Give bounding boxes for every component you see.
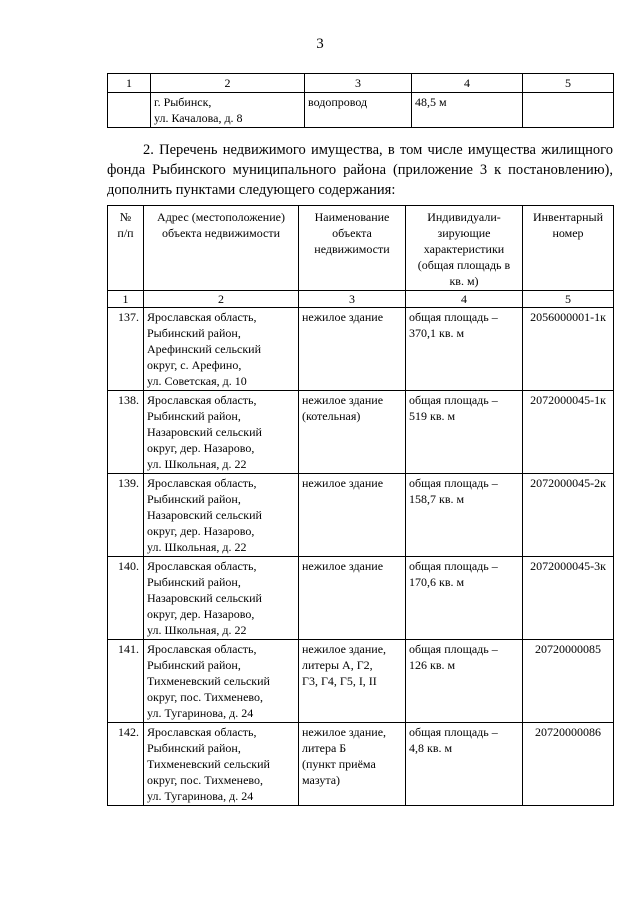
characteristics-cell — [406, 391, 523, 474]
object-name-cell-line: нежилое здание — [302, 559, 384, 573]
column-index: 4 — [406, 291, 523, 308]
address-cell-line: ул. Качалова, д. 8 — [154, 111, 243, 125]
table-row — [108, 308, 614, 391]
header-address-line: объекта недвижимости — [161, 226, 281, 240]
address-cell-line: ул. Школьная, д. 22 — [147, 623, 247, 637]
table-row — [108, 557, 614, 640]
address-cell-line: Рыбинский район, — [147, 658, 241, 672]
address-cell-line: округ, дер. Назарово, — [147, 441, 255, 455]
header-num-line: № — [119, 210, 132, 224]
address-cell-line: Рыбинский район, — [147, 409, 241, 423]
table-row — [108, 640, 614, 723]
inventory-number-cell: 20720000086 — [523, 723, 614, 806]
address-cell-line: ул. Школьная, д. 22 — [147, 540, 247, 554]
address-cell — [144, 640, 299, 723]
object-name-cell-line: нежилое здание, — [302, 725, 387, 739]
inventory-number-cell — [523, 93, 614, 128]
object-name-cell — [305, 93, 412, 128]
table-row — [108, 391, 614, 474]
address-cell-line: г. Рыбинск, — [154, 95, 212, 109]
property-table — [107, 205, 614, 806]
header-name-line: недвижимости — [314, 242, 390, 256]
characteristics-cell — [406, 557, 523, 640]
column-index: 2 — [151, 74, 305, 93]
object-name-cell-line: (котельная) — [302, 409, 361, 423]
address-cell — [144, 391, 299, 474]
header-row — [108, 206, 614, 291]
object-name-cell-line: мазута) — [302, 773, 341, 787]
header-name-line: Наименование — [314, 210, 390, 224]
address-cell-line: Ярославская область, — [147, 476, 257, 490]
characteristics-cell-line: 519 кв. м — [409, 409, 456, 423]
address-cell-line: ул. Тугаринова, д. 24 — [147, 706, 254, 720]
header-address-line: Адрес (местоположение) — [157, 210, 285, 224]
header-characteristics-line: (общая площадь в — [417, 258, 511, 272]
address-cell-line: Тихменевский сельский — [147, 757, 270, 771]
column-index-row — [108, 291, 614, 308]
address-cell-line: Назаровский сельский — [147, 425, 262, 439]
characteristics-cell-line: общая площадь – — [409, 725, 498, 739]
row-number: 141. — [108, 640, 144, 723]
object-name-cell-line: нежилое здание — [302, 310, 384, 324]
table-row — [108, 474, 614, 557]
address-cell-line: Ярославская область, — [147, 725, 257, 739]
header-num — [108, 206, 144, 291]
characteristics-cell — [406, 474, 523, 557]
address-cell-line: Ярославская область, — [147, 642, 257, 656]
object-name-cell-line: (пункт приёма — [302, 757, 376, 771]
address-cell-line: округ, пос. Тихменево, — [147, 773, 263, 787]
header-characteristics-line: характеристики — [423, 242, 505, 256]
object-name-cell — [299, 640, 406, 723]
address-cell-line: округ, дер. Назарово, — [147, 607, 255, 621]
object-name-cell-line: нежилое здание — [302, 393, 384, 407]
object-name-cell-line: водопровод — [308, 95, 368, 109]
header-inventory-line: номер — [552, 226, 584, 240]
row-number: 139. — [108, 474, 144, 557]
object-name-cell-line: Г3, Г4, Г5, I, II — [302, 674, 377, 688]
characteristics-cell — [406, 723, 523, 806]
object-name-cell-line: нежилое здание, — [302, 642, 387, 656]
address-cell-line: ул. Советская, д. 10 — [147, 374, 247, 388]
address-cell-line: округ, дер. Назарово, — [147, 524, 255, 538]
column-index: 5 — [523, 291, 614, 308]
header-characteristics — [406, 206, 523, 291]
amendment-paragraph: 2. Перечень недвижимого имущества, в том числе имущества жилищного фонда Рыбинского муниципального района (приложение 3 к постановлению), дополнить пунктами следующего содержания: — [107, 142, 613, 198]
column-index: 1 — [108, 291, 144, 308]
header-name — [299, 206, 406, 291]
inventory-number-cell: 2072000045-1к — [523, 391, 614, 474]
address-cell — [144, 474, 299, 557]
characteristics-cell-line: 48,5 м — [415, 95, 447, 109]
row-number: 140. — [108, 557, 144, 640]
object-name-cell — [299, 723, 406, 806]
address-cell — [144, 557, 299, 640]
header-num-line: п/п — [117, 226, 134, 240]
address-cell-line: Назаровский сельский — [147, 508, 262, 522]
address-cell-line: Рыбинский район, — [147, 492, 241, 506]
address-cell-line: Ярославская область, — [147, 559, 257, 573]
header-inventory-line: Инвентарный — [532, 210, 604, 224]
characteristics-cell-line: 370,1 кв. м — [409, 326, 465, 340]
address-cell-line: Тихменевский сельский — [147, 674, 270, 688]
object-name-cell-line: литеры А, Г2, — [302, 658, 373, 672]
address-cell-line: ул. Школьная, д. 22 — [147, 457, 247, 471]
characteristics-cell-line: общая площадь – — [409, 310, 498, 324]
table-row — [108, 723, 614, 806]
address-cell-line: Рыбинский район, — [147, 326, 241, 340]
header-address — [144, 206, 299, 291]
object-name-cell — [299, 474, 406, 557]
table-row — [108, 93, 614, 128]
object-name-cell-line: нежилое здание — [302, 476, 384, 490]
address-cell — [144, 308, 299, 391]
column-index: 4 — [412, 74, 523, 93]
characteristics-cell-line: 158,7 кв. м — [409, 492, 465, 506]
object-name-cell-line: литера Б — [302, 741, 347, 755]
characteristics-cell — [406, 308, 523, 391]
address-cell-line: Арефинский сельский — [147, 342, 262, 356]
characteristics-cell-line: общая площадь – — [409, 559, 498, 573]
address-cell-line: округ, пос. Тихменево, — [147, 690, 263, 704]
object-name-cell — [299, 557, 406, 640]
row-number: 138. — [108, 391, 144, 474]
column-index: 2 — [144, 291, 299, 308]
characteristics-cell-line: 126 кв. м — [409, 658, 456, 672]
characteristics-cell-line: 170,6 кв. м — [409, 575, 465, 589]
header-characteristics-line: зирующие — [437, 226, 491, 240]
row-number — [108, 93, 151, 128]
row-number: 142. — [108, 723, 144, 806]
header-name-line: объекта — [332, 226, 372, 240]
header-characteristics-line: Индивидуали- — [427, 210, 501, 224]
inventory-number-cell: 2072000045-2к — [523, 474, 614, 557]
object-name-cell — [299, 308, 406, 391]
address-cell — [151, 93, 305, 128]
column-index: 3 — [305, 74, 412, 93]
address-cell-line: Ярославская область, — [147, 310, 257, 324]
column-index: 3 — [299, 291, 406, 308]
characteristics-cell-line: общая площадь – — [409, 642, 498, 656]
continuation-table — [107, 73, 614, 128]
inventory-number-cell: 20720000085 — [523, 640, 614, 723]
column-index: 1 — [108, 74, 151, 93]
address-cell-line: Рыбинский район, — [147, 741, 241, 755]
characteristics-cell-line: 4,8 кв. м — [409, 741, 453, 755]
object-name-cell — [299, 391, 406, 474]
column-index-row — [108, 74, 614, 93]
column-index: 5 — [523, 74, 614, 93]
page-number: 3 — [316, 36, 324, 52]
address-cell-line: Ярославская область, — [147, 393, 257, 407]
inventory-number-cell: 2072000045-3к — [523, 557, 614, 640]
header-inventory — [523, 206, 614, 291]
characteristics-cell-line: общая площадь – — [409, 393, 498, 407]
header-characteristics-line: кв. м) — [449, 274, 479, 288]
characteristics-cell — [412, 93, 523, 128]
characteristics-cell — [406, 640, 523, 723]
address-cell-line: Назаровский сельский — [147, 591, 262, 605]
address-cell — [144, 723, 299, 806]
address-cell-line: Рыбинский район, — [147, 575, 241, 589]
row-number: 137. — [108, 308, 144, 391]
characteristics-cell-line: общая площадь – — [409, 476, 498, 490]
inventory-number-cell: 2056000001-1к — [523, 308, 614, 391]
address-cell-line: округ, с. Арефино, — [147, 358, 242, 372]
address-cell-line: ул. Тугаринова, д. 24 — [147, 789, 254, 803]
